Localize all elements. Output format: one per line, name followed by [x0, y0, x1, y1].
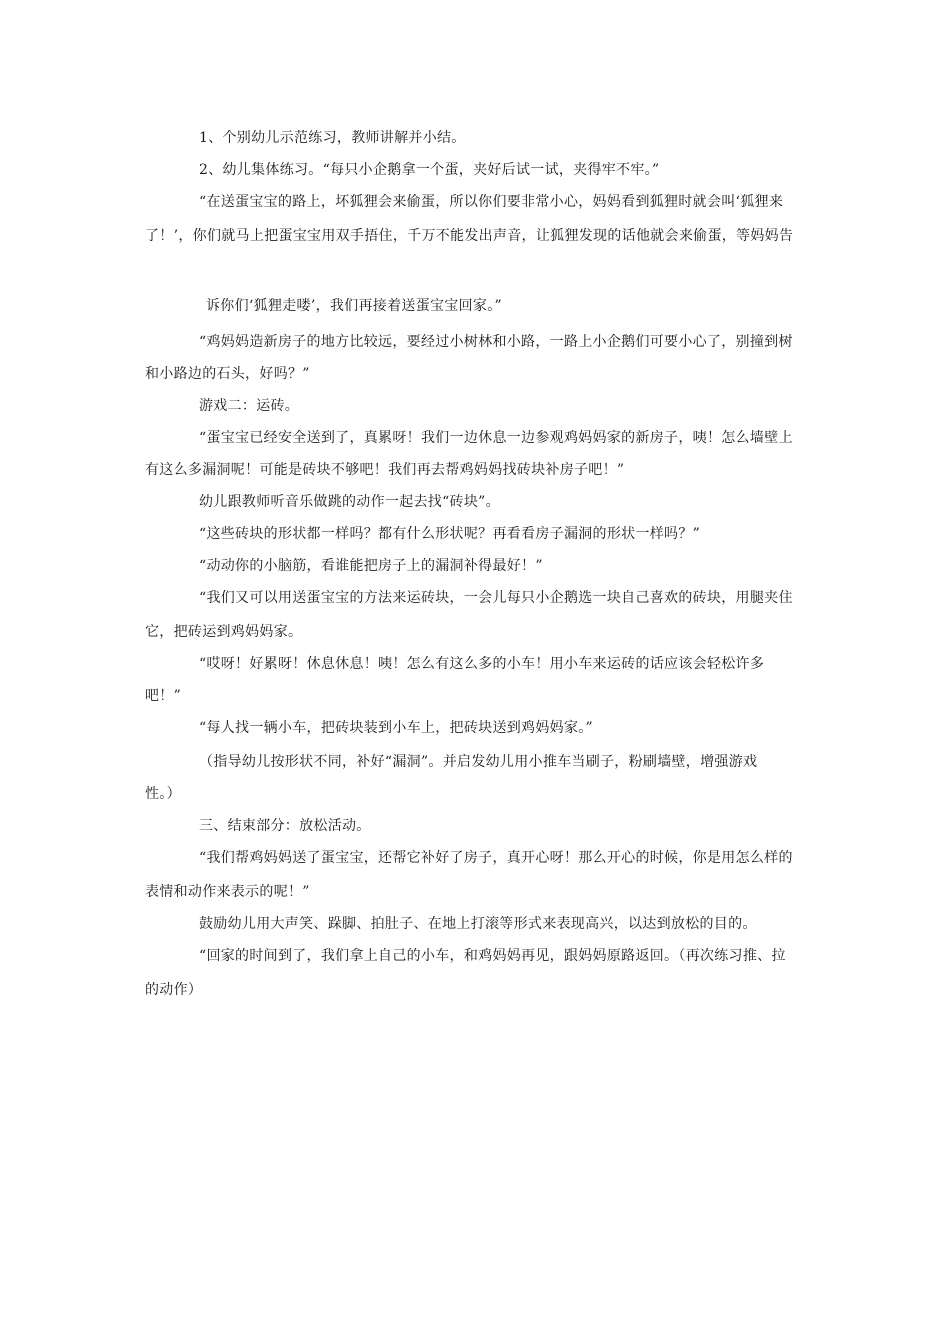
text-line: 诉你们‘狐狸走喽’，我们再接着送蛋宝宝回家。” [206, 298, 502, 314]
text-line: 游戏二：运砖。 [199, 398, 300, 414]
text-line: 吧！” [145, 688, 182, 704]
text-line: 表情和动作来表示的呢！” [145, 884, 310, 900]
text-line: 了！’，你们就马上把蛋宝宝用双手捂住，千万不能发出声音，让狐狸发现的话他就会来偷蛋，等妈妈告 [145, 228, 794, 244]
text-line: 和小路边的石头，好吗？” [145, 366, 310, 382]
text-line: “回家的时间到了，我们拿上自己的小车，和鸡妈妈再见，跟妈妈原路返回。（再次练习推、拉 [199, 948, 786, 964]
text-line: “哎呀！好累呀！休息休息！咦！怎么有这么多的小车！用小车来运砖的话应该会轻松许多 [199, 656, 765, 672]
text-line: “动动你的小脑筋，看谁能把房子上的漏洞补得最好！” [199, 558, 543, 574]
text-line: “鸡妈妈造新房子的地方比较远，要经过小树林和小路，一路上小企鹅们可要小心了，别撞到树 [199, 334, 793, 350]
text-line: 有这么多漏洞呢！可能是砖块不够吧！我们再去帮鸡妈妈找砖块补房子吧！” [145, 462, 625, 478]
text-line: 2、幼儿集体练习。“每只小企鹅拿一个蛋，夹好后试一试，夹得牢不牢。” [199, 162, 660, 178]
text-line: 鼓励幼儿用大声笑、跺脚、拍肚子、在地上打滚等形式来表现高兴，以达到放松的目的。 [199, 916, 757, 932]
text-line: 1、个别幼儿示范练习，教师讲解并小结。 [199, 130, 466, 146]
text-line: “我们帮鸡妈妈送了蛋宝宝，还帮它补好了房子，真开心呀！那么开心的时候，你是用怎么样的 [199, 850, 793, 866]
text-line: 它，把砖运到鸡妈妈家。 [145, 624, 303, 640]
text-line: “我们又可以用送蛋宝宝的方法来运砖块，一会儿每只小企鹅选一块自己喜欢的砖块，用腿夹住 [199, 590, 793, 606]
text-line: “每人找一辆小车，把砖块装到小车上，把砖块送到鸡妈妈家。” [199, 720, 594, 736]
text-line: “蛋宝宝已经安全送到了，真累呀！我们一边休息一边参观鸡妈妈家的新房子，咦！怎么墙壁上 [199, 430, 793, 446]
text-line: “在送蛋宝宝的路上，坏狐狸会来偷蛋，所以你们要非常小心，妈妈看到狐狸时就会叫‘狐狸来 [199, 194, 784, 210]
section-heading: 三、结束部分：放松活动。 [199, 818, 371, 834]
text-line: 幼儿跟教师听音乐做跳的动作一起去找“砖块”。 [199, 494, 500, 510]
text-line: “这些砖块的形状都一样吗？都有什么形状呢？再看看房子漏洞的形状一样吗？” [199, 526, 701, 542]
text-line: 性。） [145, 786, 181, 802]
text-line: （指导幼儿按形状不同，补好“漏洞”。并启发幼儿用小推车当刷子，粉刷墙壁，增强游戏 [199, 754, 758, 770]
text-line: 的动作） [145, 982, 203, 998]
